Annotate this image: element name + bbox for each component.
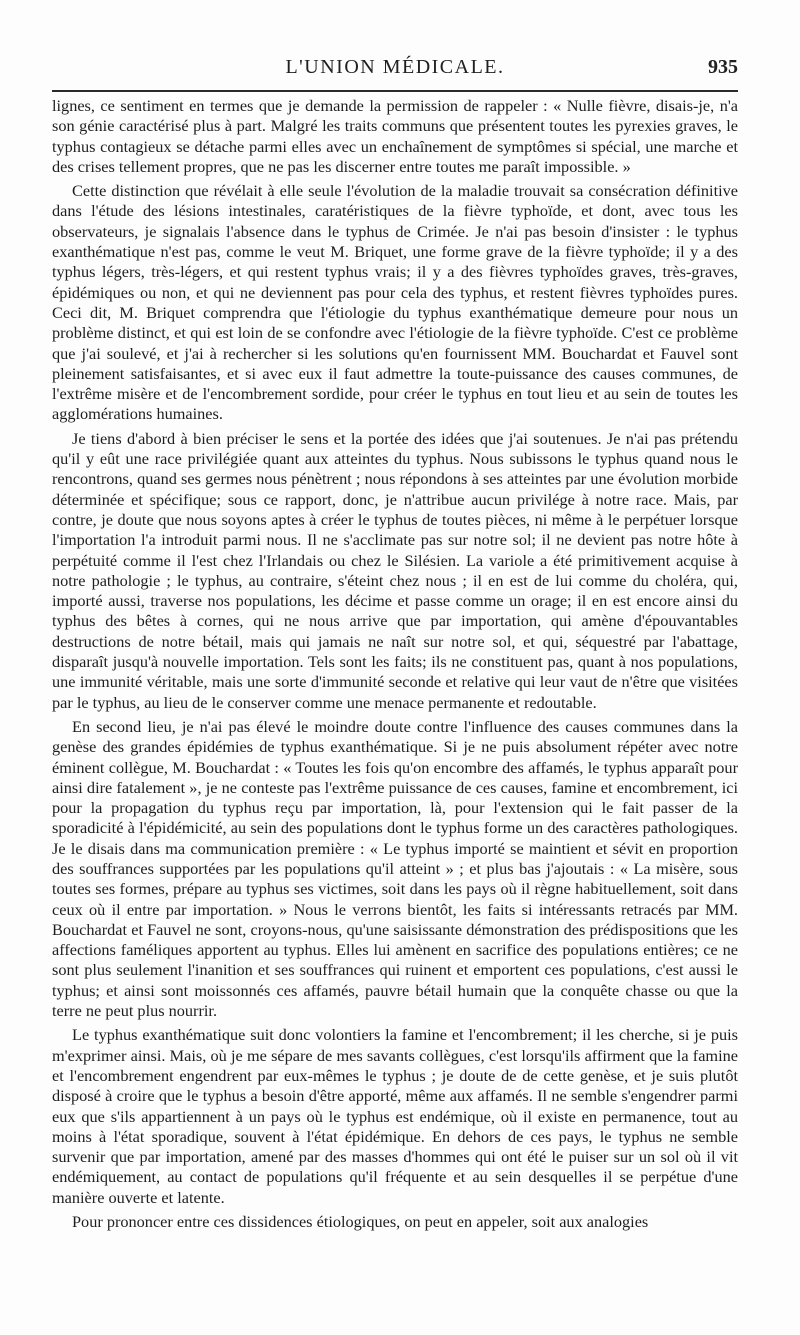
- paragraph: En second lieu, je n'ai pas élevé le moindre doute contre l'influence des causes communes dans la genèse des grandes épidémies de typhus exanthématique. Si je ne puis absolument répéter avec notre éminent collègue, M. Bouchardat : « Toutes les fois qu'on encombre des affamés, le typhus apparaît pour ainsi dire fatalement », je ne conteste pas l'extrême puissance de ces causes, famine et encombrement, ici pour la propagation du typhus reçu par importation, là, pour l'extension qui le fait passer de la sporadicité à l'épidémicité, au sein des populations dont le typhus forme un des caractères pathologiques. Je le disais dans ma communication première : « Le typhus importé se maintient et sévit en proportion des souffrances supportées par les populations qu'il atteint » ; et plus bas j'ajoutais : « La misère, sous toutes ses formes, prépare au typhus ses victimes, soit dans les pays où il règne habituellement, soit dans ceux où il entre par importation. » Nous le verrons bientôt, les faits si intéressants retracés par MM. Bouchardat et Fauvel ne sont, croyons-nous, qu'une saisissante démonstration des prédispositions que les affections faméliques apportent au typhus. Elles lui amènent en sacrifice des populations entières; ce ne sont plus seulement l'inanition et ses souffrances qui ruinent et emportent ces populations, c'est aussi le typhus; et ainsi sont moissonnés ces affamés, pauvre bétail humain que la conquête chasse ou que la terre ne peut plus nourrir.: [52, 716, 738, 1021]
- paragraph: Cette distinction que révélait à elle seule l'évolution de la maladie trouvait sa consécration définitive dans l'étude des lésions intestinales, caratéristiques de la fièvre typhoïde, et dont, avec tous les observateurs, je signalais l'absence dans le typhus de Crimée. Je n'ai pas besoin d'insister : le typhus exanthématique n'est pas, comme le veut M. Briquet, une forme grave de la fièvre typhoïde; il y a des typhus légers, très-légers, et qui restent typhus vrais; il y a des fièvres typhoïdes graves, très-graves, épidémiques ou non, et qui ne deviennent pas pour cela des typhus, et restent fièvres typhoïdes pures. Ceci dit, M. Briquet comprendra que l'étiologie du typhus exanthématique demeure pour nous un problème distinct, et qui est loin de se confondre avec l'étiologie de la fièvre typhoïde. C'est ce problème que j'ai soulevé, et j'ai à rechercher si les solutions qu'en fournissent MM. Bouchardat et Fauvel sont pleinement satisfaisantes, et si avec eux il faut admettre la toute-puissance des causes communes, de l'extrême misère et de l'encombrement sordide, pour créer le typhus en tout lieu et au sein de toutes les agglomérations humaines.: [52, 181, 738, 424]
- running-head: [52, 56, 738, 84]
- paragraph: Je tiens d'abord à bien préciser le sens et la portée des idées que j'ai soutenues. Je n'ai pas prétendu qu'il y eût une race privilégiée quant aux atteintes du typhus. Nous subissons le typhus quand nous le rencontrons, quand ses germes nous pénètrent ; nous répondons à ses atteintes par une évolution morbide déterminée et spécifique; sous ce rapport, donc, je n'attribue aucun privilége à notre race. Mais, par contre, je doute que nous soyons aptes à créer le typhus de toutes pièces, ni même à le perpétuer lorsque l'importation l'a introduit parmi nous. Il ne s'acclimate pas sur notre sol; il ne devient pas notre hôte à perpétuité comme il l'est chez l'Irlandais ou chez le Silésien. La variole a été primitivement acquise à notre pathologie ; le typhus, au contraire, s'éteint chez nous ; il en est de lui comme du choléra, qui, importé aussi, traverse nos populations, les décime et passe comme un orage; il en est encore ainsi du typhus des bêtes à cornes, qui ne nous arrive que par importation, qui amène d'épouvantables destructions de notre bétail, mais qui jamais ne naît sur notre sol, et qui, séquestré par l'abattage, disparaît jusqu'à nouvelle importation. Tels sont les faits; ils ne constituent pas, quant à nos populations, une immunité véritable, mais une sorte d'immunité seconde et relative qui leur vaut de n'être que visitées par le typhus, au lieu de le conserver comme une menace permanente et redoutable.: [52, 428, 738, 712]
- paragraph-continued: lignes, ce sentiment en termes que je demande la permission de rappeler : « Nulle fièvre, disais-je, n'a son génie caractérisé plus à part. Malgré les traits communs que présentent toutes les pyrexies graves, le typhus contagieux se détache parmi elles avec un enchaînement de symptômes si spécial, une marche et des crises tellement propres, que ne pas les discerner entre toutes me paraît impossible. »: [52, 96, 738, 176]
- running-title: L'UNION MÉDICALE.: [285, 56, 505, 78]
- paragraph-last: Pour prononcer entre ces dissidences étiologiques, on peut en appeler, soit aux analogies: [72, 1212, 649, 1232]
- paragraph: Le typhus exanthématique suit donc volontiers la famine et l'encombrement; il les cherche, si je puis m'exprimer ainsi. Mais, où je me sépare de mes savants collègues, c'est lorsqu'ils affirment que la famine et l'encombrement engendrent par eux-mêmes le typhus ; je doute de de cette genèse, et je suis plutôt disposé à croire que le typhus a besoin d'être apporté, même aux affamés. Il ne semble s'engendrer parmi eux que s'ils appartiennent à un pays où le typhus est endémique, où il existe en permanence, tout au moins à l'état sporadique, souvent à l'état épidémique. En dehors de ces pays, le typhus ne semble survenir que par importation, amené par des masses d'hommes qui ont été le puiser sur un sol où il vit endémiquement, au contact de populations qu'il fréquente et au sein desquelles il se perpétue d'une manière ouverte et latente.: [52, 1025, 738, 1207]
- header-rule: [52, 90, 738, 92]
- body-text: [52, 96, 738, 1236]
- page-number: 935: [708, 56, 738, 78]
